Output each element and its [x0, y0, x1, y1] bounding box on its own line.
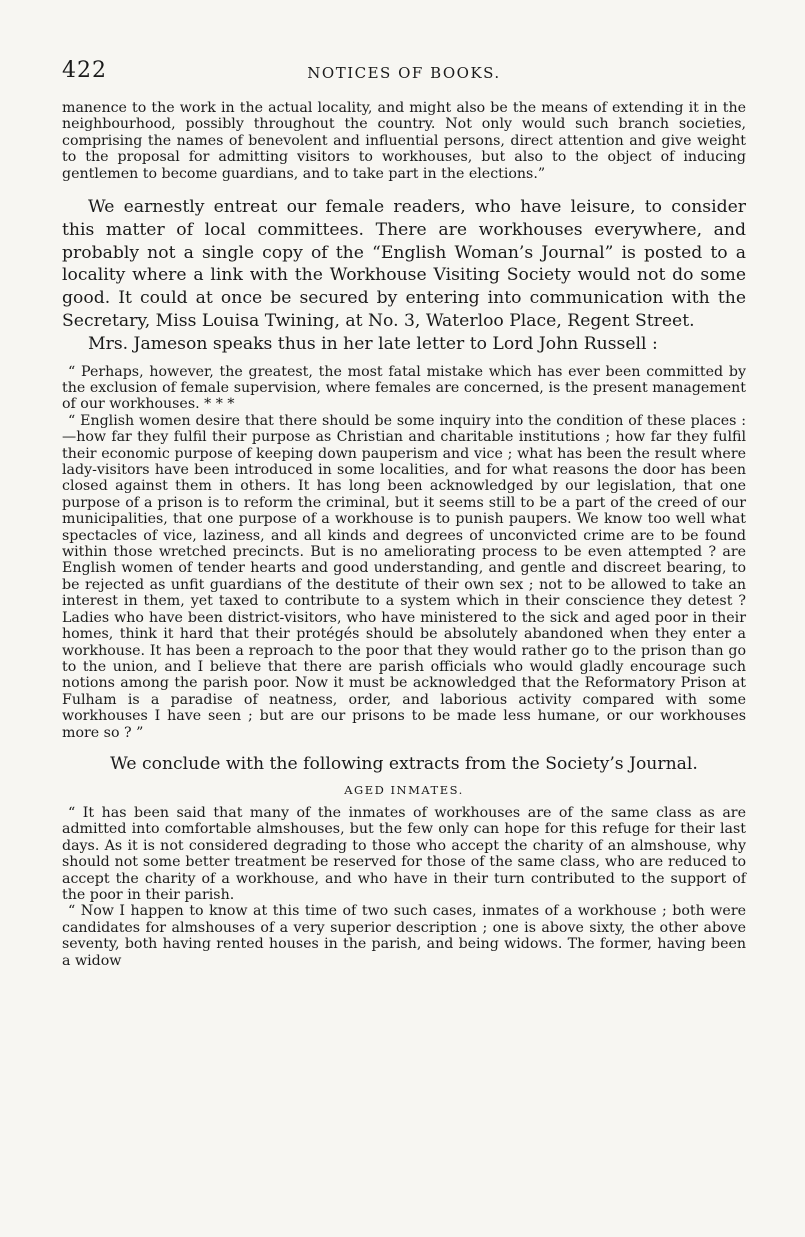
jameson-quote [62, 364, 746, 741]
quote-paragraph: “ It has been said that many of the inmates of workhouses are of the same class as are admitted into comfortable almshouses, but the few only can hope for this refuge for their last days. As it is not considered degrading to those who accept the charity of an almshouse, why should not some better treatment be reserved for those of the same class, who are reduced to accept the charity of a workhouse, and who have in their turn contributed to the support of the poor in their parish. [62, 804, 746, 903]
paragraph-jameson-intro: Mrs. Jameson speaks thus in her late letter to Lord John Russell : [88, 333, 658, 354]
quote-paragraph: “ English women desire that there should be some inquiry into the condition of these places :—how far they fulfil their purpose as Christian and charitable institutions ; how far they fulfil their economic purpose of keeping down pauperism and vice ; what has been the result where lady-visitors have been introduced in some localities, and for what reasons the door has been closed against them in others. It has long been acknowledged by our legislation, that one purpose of a prison is to reform the criminal, but it seems still to be a part of the creed of our municipalities, that one purpose of a workhouse is to punish paupers. We know too well what spectacles of vice, laziness, and all kinds and degrees of unconvicted crime are to be found within those wretched precincts. But is no ameliorating process to be even attempted ? are English women of tender hearts and good understanding, and gentle and discreet bearing, to be rejected as unfit guardians of the destitute of their own sex ; not to be allowed to take an interest in them, yet taxed to contribute to a system which in their conscience they detest ? Ladies who have been district-visitors, who have ministered to the sick and aged poor in their homes, think it hard that their protégés should be absolutely abandoned when they enter a workhouse. It has been a reproach to the poor that they would rather go to the prison than go to the union, and I believe that there are parish officials who would gladly encourage such notions among the parish poor. Now it must be acknowledged that the Reformatory Prison at Fulham is a paradise of neatness, order, and laborious activity compared with some workhouses I have seen ; but are our prisons to be made less humane, or our workhouses more so ? ” [62, 412, 746, 741]
paragraph-extracts-intro: We conclude with the following extracts from the Society’s Journal. [110, 753, 698, 774]
quote-paragraph: “ Perhaps, however, the greatest, the most fatal mistake which has ever been committed by the exclusion of female supervision, where females are concerned, is the present management of our workhouses. * * * [62, 363, 746, 413]
paragraph-appeal: We earnestly entreat our female readers, who have leisure, to consider this matter of local committees. There are workhouses everywhere, and probably not a single copy of the “English Woman’s Journal” is posted to a locality where a link with the Workhouse Visiting Society would not do some good. It could at once be secured by entering into communication with the Secretary, Miss Louisa Twining, at No. 3, Waterloo Place, Regent Street. [62, 197, 746, 332]
running-title: NOTICES OF BOOKS. [307, 64, 501, 82]
page-number: 422 [62, 58, 107, 83]
aged-inmates-quote [62, 805, 746, 969]
section-subhead: AGED INMATES. [344, 782, 464, 797]
book-page [62, 58, 746, 969]
paragraph-opening: manence to the work in the actual locality, and might also be the means of extending it in the neighbourhood, possibly throughout the country. Not only would such branch societies, comprising the names of benevolent and influential persons, direct attention and give weight to the proposal for admitting visitors to workhouses, but also to the object of inducing gentlemen to become guardians, and to take part in the elections.” [62, 100, 746, 182]
page-header [62, 58, 746, 86]
quote-paragraph: “ Now I happen to know at this time of two such cases, inmates of a workhouse ; both were candidates for almshouses of a very superior description ; one is above sixty, the other above seventy, both having rented houses in the parish, and being widows. The former, having been a widow [62, 903, 746, 969]
